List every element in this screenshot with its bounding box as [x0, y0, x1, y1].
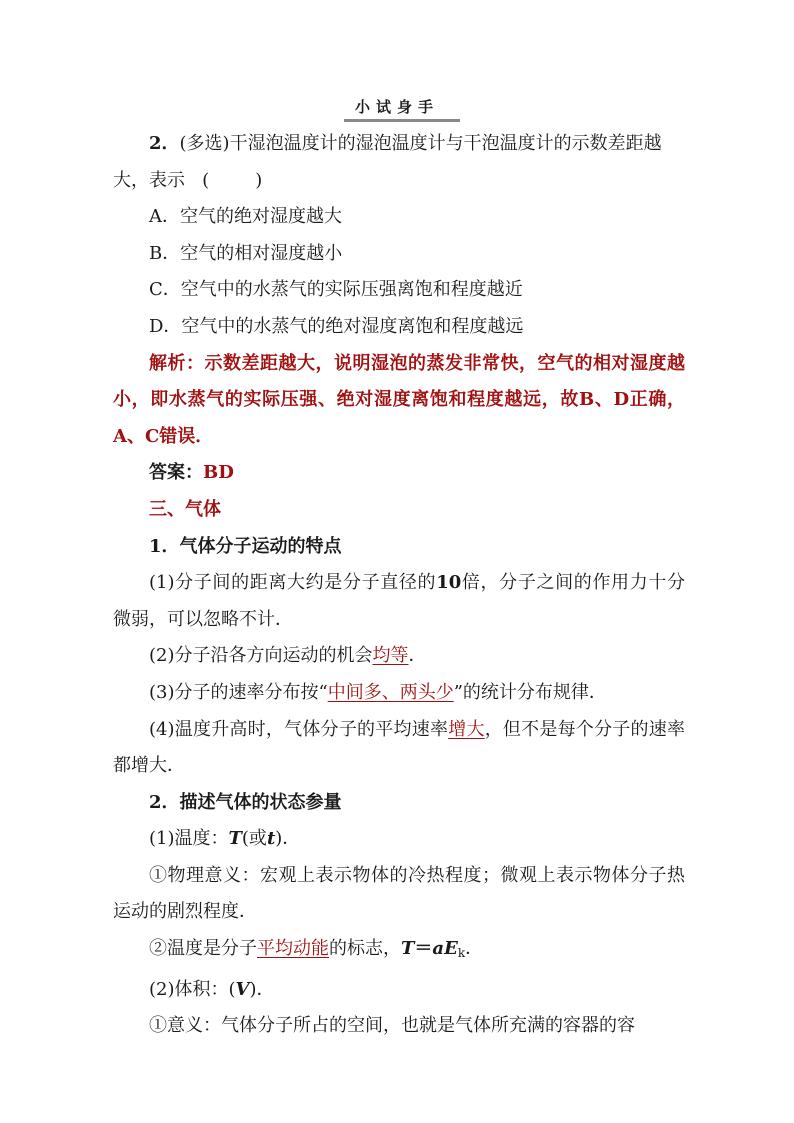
item-number: (3): [149, 681, 175, 703]
question-stem-cont: [113, 163, 685, 200]
answer-label: 答案：: [149, 462, 203, 484]
subsection-2-title: 2．描述气体的状态参量: [149, 791, 342, 813]
temperature-heading: [113, 821, 685, 858]
item-text: ．: [465, 938, 484, 960]
question-tag: (多选): [179, 133, 230, 154]
item-number: (1): [149, 828, 175, 850]
question-stem-line1: 干湿泡温度计的湿泡温度计与干泡温度计的示数差距越: [229, 133, 662, 154]
question-stem: [113, 126, 685, 163]
formula-subscript: k: [457, 946, 466, 961]
gas-feature-3: [113, 675, 685, 712]
item-label: 温度：: [174, 828, 229, 850]
section-header-title: 小试身手: [354, 98, 439, 116]
item-text: 分子沿各方向运动的机会: [174, 645, 373, 667]
answer-paren-close: ): [255, 169, 263, 191]
item-number: (1): [149, 572, 175, 594]
item-text: ②温度是分子: [149, 938, 257, 960]
item-number: (4): [149, 718, 175, 740]
answer-value: BD: [203, 462, 234, 484]
temperature-mark: [113, 931, 685, 972]
item-text: ”的统计分布规律．: [453, 681, 607, 703]
analysis-colon: ：: [186, 352, 205, 374]
header-underline: [344, 119, 460, 122]
section-heading: 三、气体: [149, 498, 221, 520]
answer-line: [113, 455, 685, 492]
key-term: 均等: [372, 645, 409, 667]
analysis-label: 解析: [149, 352, 186, 374]
item-text: 倍，分子之间的作用力十分微弱，可以忽略不计．: [113, 572, 685, 630]
item-text: 的标志，: [329, 938, 401, 960]
subsection-1-title: 1．气体分子运动的特点: [149, 535, 342, 557]
question-number: 2．: [149, 133, 180, 154]
item-label: 体积：: [174, 978, 229, 1000]
option-a: A．空气的绝对湿度越大: [149, 206, 342, 228]
temperature-meaning: ①物理意义：宏观上表示物体的冷热程度；微观上表示物体分子热运动的剧烈程度．: [113, 864, 685, 923]
question-stem-line2: 大，表示: [113, 169, 185, 191]
gas-feature-2: [113, 638, 685, 675]
gas-feature-4: [113, 712, 685, 785]
formula-symbol: E: [444, 938, 458, 960]
analysis-paragraph: [113, 346, 685, 456]
item-text: ．: [408, 645, 427, 667]
answer-paren-open: (: [202, 169, 210, 191]
item-text: )．: [249, 978, 275, 1000]
key-term: 增大: [448, 718, 485, 740]
item-number: (2): [149, 645, 175, 667]
item-text: 温度升高时，气体分子的平均速率: [174, 718, 449, 740]
formula-symbol: a: [432, 938, 445, 960]
item-text: )．: [275, 828, 301, 850]
volume-heading: [113, 972, 685, 1009]
option-c: C．空气中的水蒸气的实际压强离饱和程度越近: [149, 279, 523, 301]
formula-symbol: T: [401, 938, 415, 960]
item-text: (或: [241, 828, 267, 850]
item-text: ，但不是每个分子的速率都增大．: [113, 718, 686, 777]
symbol-T: T: [228, 828, 242, 850]
formula-equals: ＝: [414, 938, 433, 960]
volume-meaning: ①意义：气体分子所占的空间，也就是气体所充满的容器的容: [149, 1015, 635, 1037]
symbol-t: t: [266, 828, 276, 850]
item-value: 10: [436, 572, 462, 594]
item-text: 分子间的距离大约是分子直径的: [174, 572, 437, 594]
gas-feature-1: [113, 565, 685, 638]
analysis-text: 示数差距越大，说明湿泡的蒸发非常快，空气的相对湿度越小，即水蒸气的实际压强、绝对湿度离饱和程度越远，故B、D正确，A、C错误．: [113, 352, 685, 447]
item-text: (: [228, 978, 236, 1000]
item-number: (2): [149, 978, 175, 1000]
key-term: 平均动能: [257, 938, 329, 960]
key-term: 中间多、两头少: [327, 681, 454, 703]
option-b: B．空气的相对湿度越小: [149, 242, 343, 264]
document-body: [113, 126, 685, 1045]
option-d: D．空气中的水蒸气的绝对湿度离饱和程度越远: [149, 315, 524, 337]
symbol-V: V: [235, 978, 250, 1000]
item-text: 分子的速率分布按“: [174, 681, 328, 703]
